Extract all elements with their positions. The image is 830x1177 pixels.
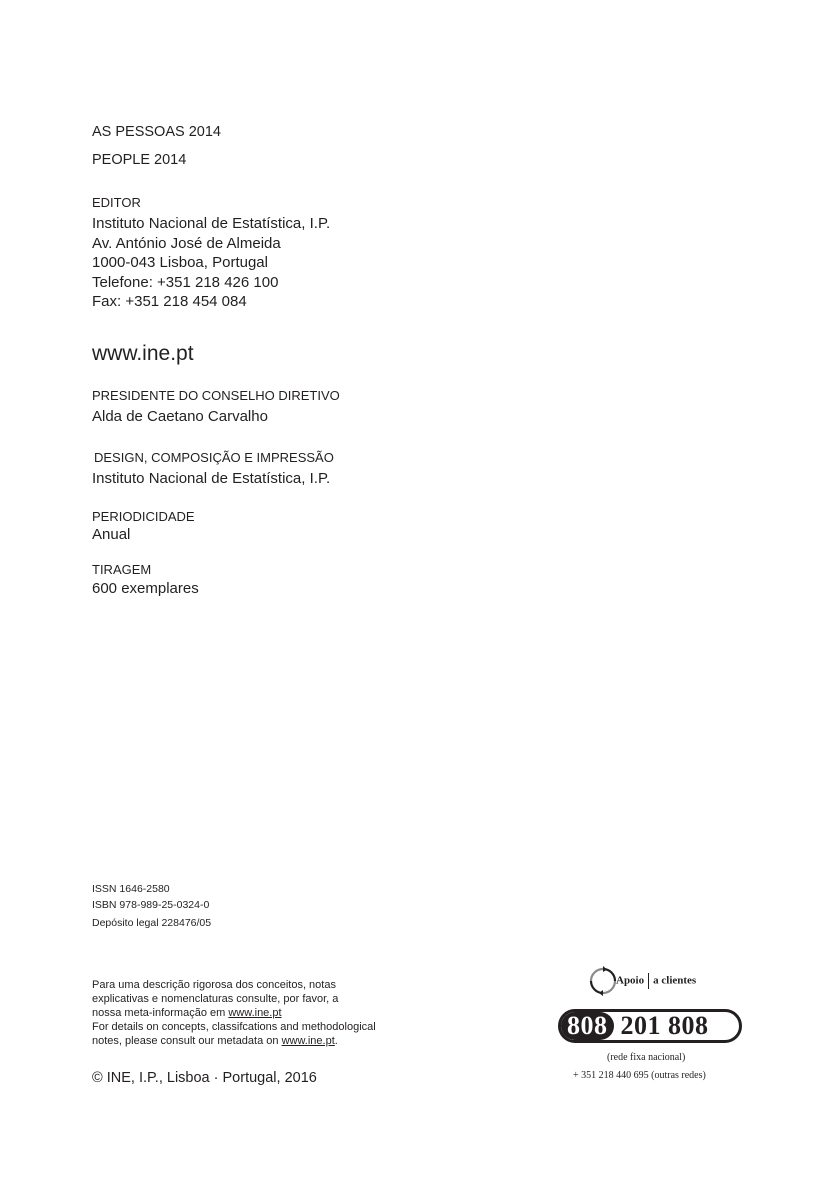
- support-separator: [648, 973, 649, 989]
- editor-label: EDITOR: [92, 195, 141, 210]
- metadata-note-line1: Para uma descrição rigorosa dos conceitos, notas: [92, 979, 336, 991]
- support-other-networks: + 351 218 440 695 (outras redes): [573, 1070, 706, 1081]
- metadata-note-line5-end: .: [334, 1035, 338, 1047]
- print-run-label: TIRAGEM: [92, 562, 152, 577]
- copyright: © INE, I.P., Lisboa · Portugal, 2016: [92, 1070, 317, 1086]
- metadata-note-line2: explicativas e nomenclaturas consulte, por favor, a: [92, 993, 339, 1005]
- metadata-note-line3-text: nossa meta-informação em: [92, 1007, 229, 1019]
- president-label: PRESIDENTE DO CONSELHO DIRETIVO: [92, 388, 340, 403]
- support-apoio: Apoio: [616, 974, 645, 987]
- editor-address-city: 1000-043 Lisboa, Portugal: [92, 254, 268, 271]
- metadata-link-pt[interactable]: www.ine.pt: [228, 1007, 282, 1019]
- support-title: [616, 973, 696, 989]
- legal-deposit: Depósito legal 228476/05: [92, 917, 212, 929]
- metadata-link-en[interactable]: www.ine.pt: [281, 1035, 335, 1047]
- isbn: ISBN 978-989-25-0324-0: [92, 899, 210, 911]
- support-cycle-icon: [588, 966, 618, 996]
- support-national-network: (rede fixa nacional): [607, 1052, 686, 1063]
- website-link[interactable]: www.ine.pt: [92, 342, 194, 365]
- support-phone-prefix: 808: [561, 1012, 614, 1040]
- design-name: Instituto Nacional de Estatística, I.P.: [92, 470, 331, 487]
- periodicity-value: Anual: [92, 526, 131, 543]
- editor-name: Instituto Nacional de Estatística, I.P.: [92, 215, 331, 232]
- support-header: [588, 966, 696, 996]
- issn: ISSN 1646-2580: [92, 883, 170, 895]
- periodicity-label: PERIODICIDADE: [92, 509, 195, 524]
- title-en: PEOPLE 2014: [92, 152, 187, 168]
- editor-address-street: Av. António José de Almeida: [92, 235, 281, 252]
- metadata-note-line5: [92, 1034, 338, 1048]
- editor-fax: Fax: +351 218 454 084: [92, 293, 247, 310]
- president-name: Alda de Caetano Carvalho: [92, 408, 268, 425]
- support-clientes: a clientes: [653, 974, 697, 987]
- design-label: DESIGN, COMPOSIÇÃO E IMPRESSÃO: [94, 450, 334, 465]
- support-phone-number[interactable]: [558, 1009, 742, 1043]
- metadata-note-line3: [92, 1006, 282, 1020]
- print-run-value: 600 exemplares: [92, 580, 199, 597]
- title-pt: AS PESSOAS 2014: [92, 124, 221, 140]
- metadata-note-line5-text: notes, please consult our metadata on: [92, 1035, 282, 1047]
- editor-phone: Telefone: +351 218 426 100: [92, 274, 279, 291]
- support-phone-rest: 201 808: [620, 1011, 709, 1040]
- metadata-note-line4: For details on concepts, classifcations and methodological: [92, 1021, 376, 1033]
